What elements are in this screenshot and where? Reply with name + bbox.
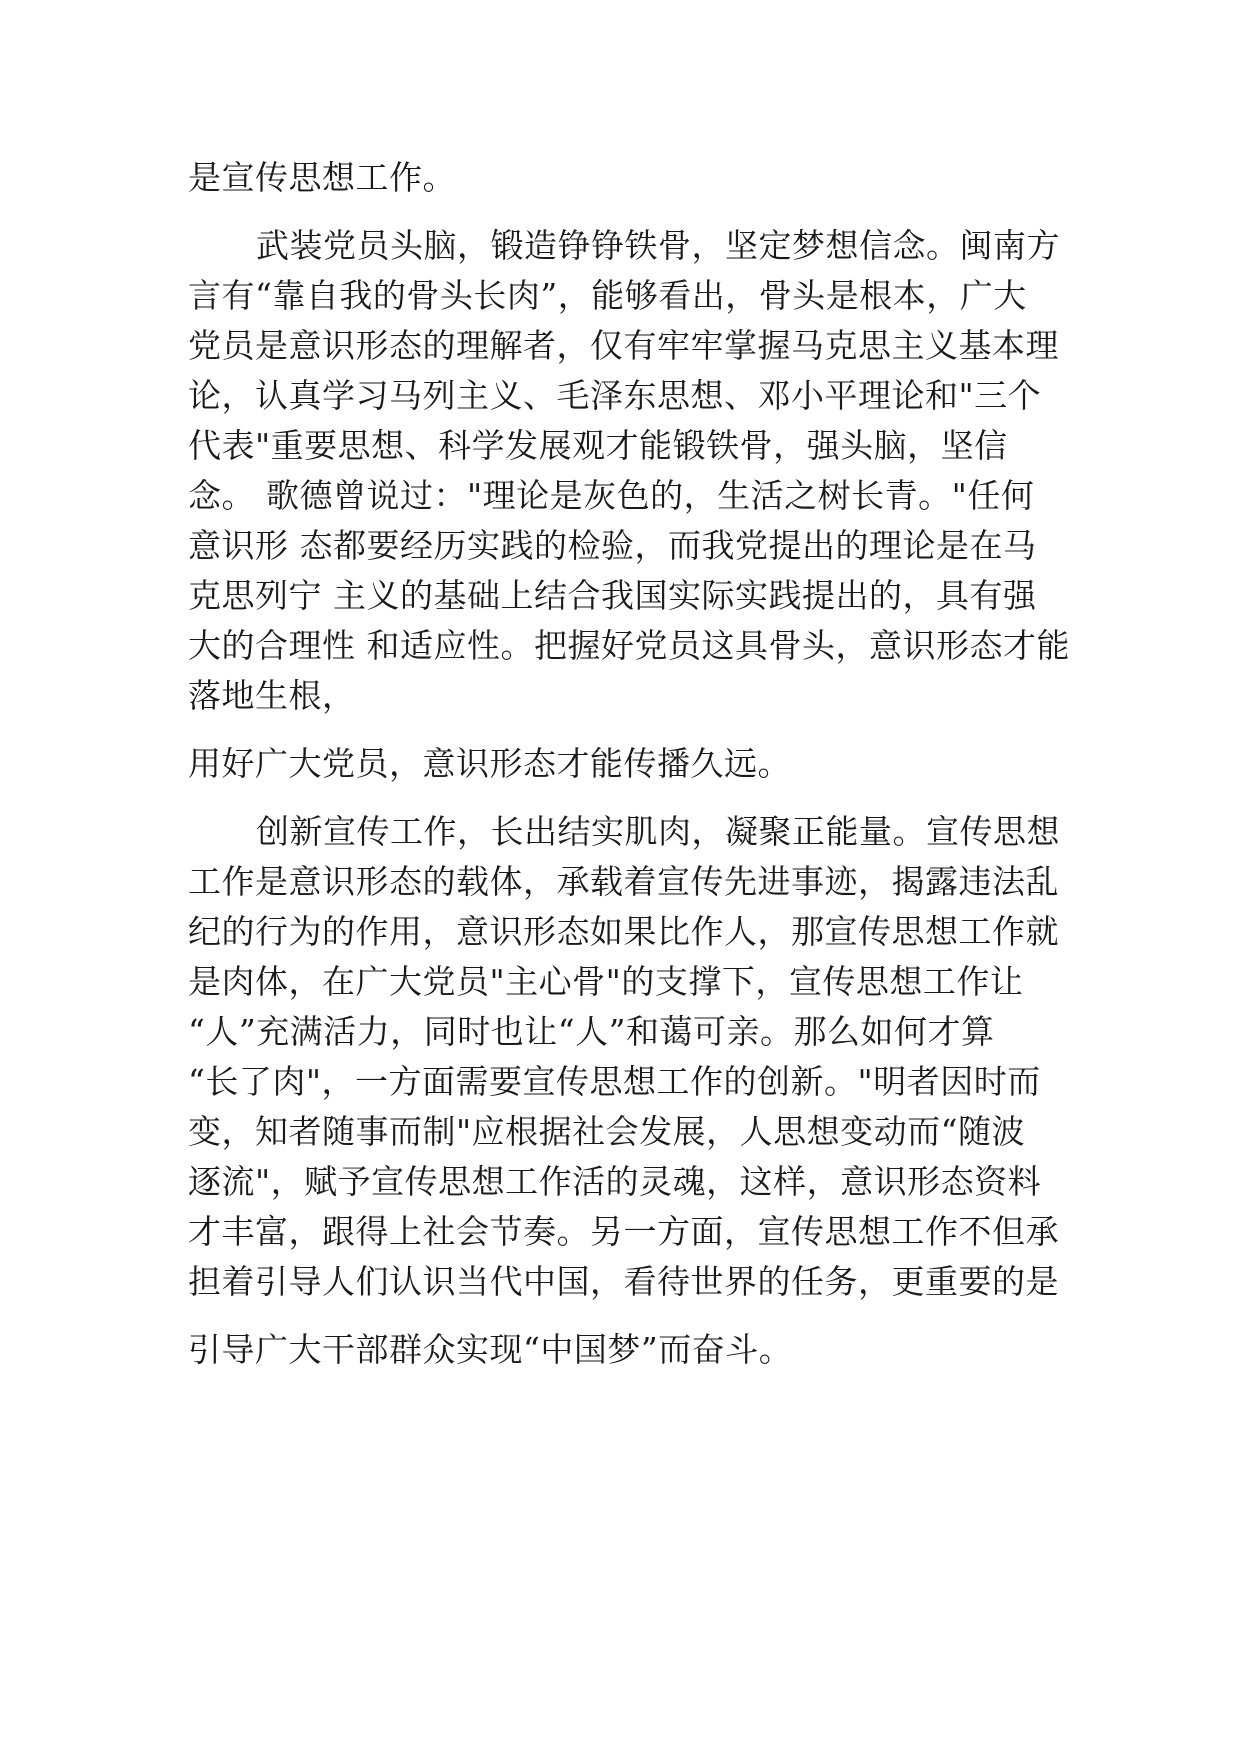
- text-line: 纪的行为的作用，意识形态如果比作人，那宣传思想工作就: [188, 912, 1059, 951]
- text-line: 意识形 态都要经历实践的检验，而我党提出的理论是在马: [188, 526, 1037, 565]
- text-line: 论，认真学习马列主义、毛泽东思想、邓小平理论和"三个: [188, 376, 1042, 415]
- text-line: “人”充满活力，同时也让“人”和蔼可亲。那么如何才算: [188, 1012, 995, 1051]
- text-line: 用好广大党员，意识形态才能传播久远。: [188, 744, 791, 783]
- text-line: 工作是意识形态的载体，承载着宣传先进事迹，揭露违法乱: [188, 862, 1059, 901]
- text-line: 代表"重要思想、科学发展观才能锻铁骨，强头脑，坚信: [188, 426, 1008, 465]
- text-line: 言有“靠自我的骨头长肉”，能够看出，骨头是根本，广大: [188, 276, 1027, 315]
- text-line: 克思列宁 主义的基础上结合我国实际实践提出的，具有强: [188, 576, 1037, 615]
- text-line: 是肉体，在广大党员"主心骨"的支撑下，宣传思想工作让: [188, 962, 1024, 1001]
- text-line: 是宣传思想工作。: [188, 158, 456, 197]
- text-line: 大的合理性 和适应性。把握好党员这具骨头，意识形态才能: [188, 626, 1070, 665]
- text-line: 担着引导人们认识当代中国，看待世界的任务，更重要的是: [188, 1262, 1059, 1301]
- text-line: 变，知者随事而制"应根据社会发展，人思想变动而“随波: [188, 1112, 1026, 1151]
- text-line: 引导广大干部群众实现“中国梦”而奋斗。: [188, 1330, 793, 1369]
- text-line: 才丰富，跟得上社会节奏。另一方面，宣传思想工作不但承: [188, 1212, 1059, 1251]
- paragraph-first-line: 创新宣传工作，长出结实肌肉，凝聚正能量。宣传思想: [256, 812, 1060, 851]
- text-line: “长了肉"，一方面需要宣传思想工作的创新。"明者因时而: [188, 1062, 1041, 1101]
- text-line: 党员是意识形态的理解者，仅有牢牢掌握马克思主义基本理: [188, 326, 1059, 365]
- text-line: 落地生根，: [188, 676, 356, 715]
- text-line: 念。 歌德曾说过："理论是灰色的，生活之树长青。"任何: [188, 476, 1035, 515]
- paragraph-first-line: 武装党员头脑，锻造铮铮铁骨，坚定梦想信念。闽南方: [256, 226, 1060, 265]
- text-line: 逐流"，赋予宣传思想工作活的灵魂，这样，意识形态资料: [188, 1162, 1042, 1201]
